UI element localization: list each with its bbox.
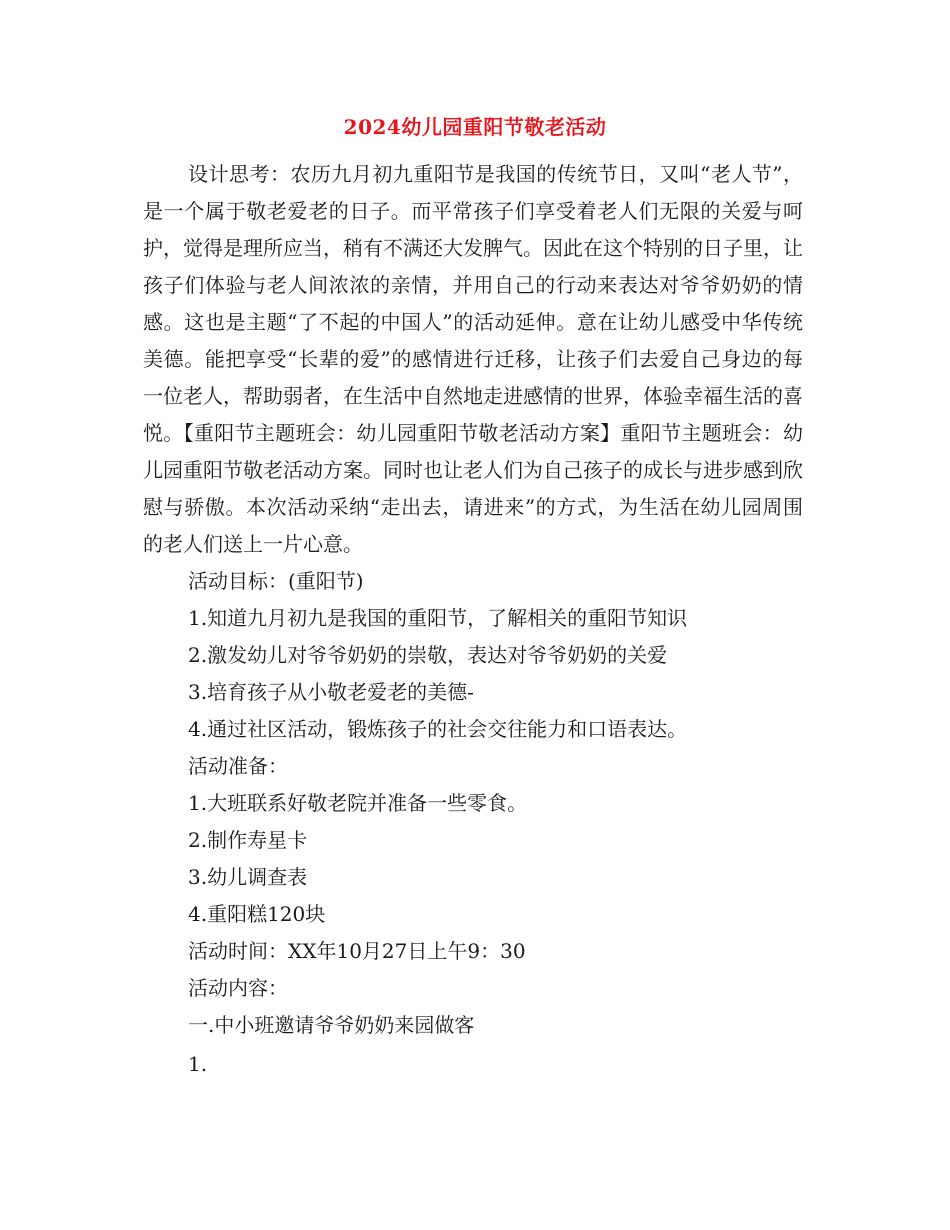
- goal-item: 3.培育孩子从小敬老爱老的美德-: [188, 680, 474, 704]
- preparation-item: 4.重阳糕120块: [188, 902, 326, 926]
- design-thinking-paragraph: 设计思考：农历九月初九重阳节是我国的传统节日，又叫“老人节”，是一个属于敬老爱老的日子。而平常孩子们享受着老人们无限的关爱与呵护，觉得是理所应当，稍有不满还大发脾气。因此在这个特别的日子里，让孩子们体验与老人间浓浓的亲情，并用自己的行动来表达对爷爷奶奶的情感。这也是主题“了不起的中国人”的活动延伸。意在让幼儿感受中华传统美德。能把享受“长辈的爱”的感情进行迁移，让孩子们去爱自己身边的每一位老人，帮助弱者，在生活中自然地走进感情的世界，体验幸福生活的喜悦。【重阳节主题班会：幼儿园重阳节敬老活动方案】重阳节主题班会：幼儿园重阳节敬老活动方案。同时也让老人们为自己孩子的成长与进步感到欣慰与骄傲。本次活动采纳“走出去，请进来”的方式，为生活在幼儿园周围的老人们送上一片心意。: [143, 162, 803, 556]
- goal-item: 2.激发幼儿对爷爷奶奶的崇敬，表达对爷爷奶奶的关爱: [188, 643, 668, 667]
- content-heading: 活动内容：: [188, 976, 288, 1000]
- preparation-item: 2.制作寿星卡: [188, 828, 308, 852]
- preparation-item: 3.幼儿调查表: [188, 865, 308, 889]
- content-section-one: 一.中小班邀请爷爷奶奶来园做客: [188, 1013, 475, 1037]
- goal-item: 1.知道九月初九是我国的重阳节，了解相关的重阳节知识: [188, 606, 688, 630]
- goal-item: 4.通过社区活动，锻炼孩子的社会交往能力和口语表达。: [188, 717, 688, 741]
- document-title: 2024幼儿园重阳节敬老活动: [343, 115, 607, 139]
- preparation-heading: 活动准备：: [188, 754, 288, 778]
- document-body: [143, 156, 803, 1083]
- preparation-item: 1.大班联系好敬老院并准备一些零食。: [188, 791, 528, 815]
- content-item-one: 1.: [188, 1052, 208, 1076]
- goals-heading: 活动目标：(重阳节): [188, 569, 364, 593]
- activity-time: 活动时间：XX年10月27日上午9：30: [188, 939, 526, 963]
